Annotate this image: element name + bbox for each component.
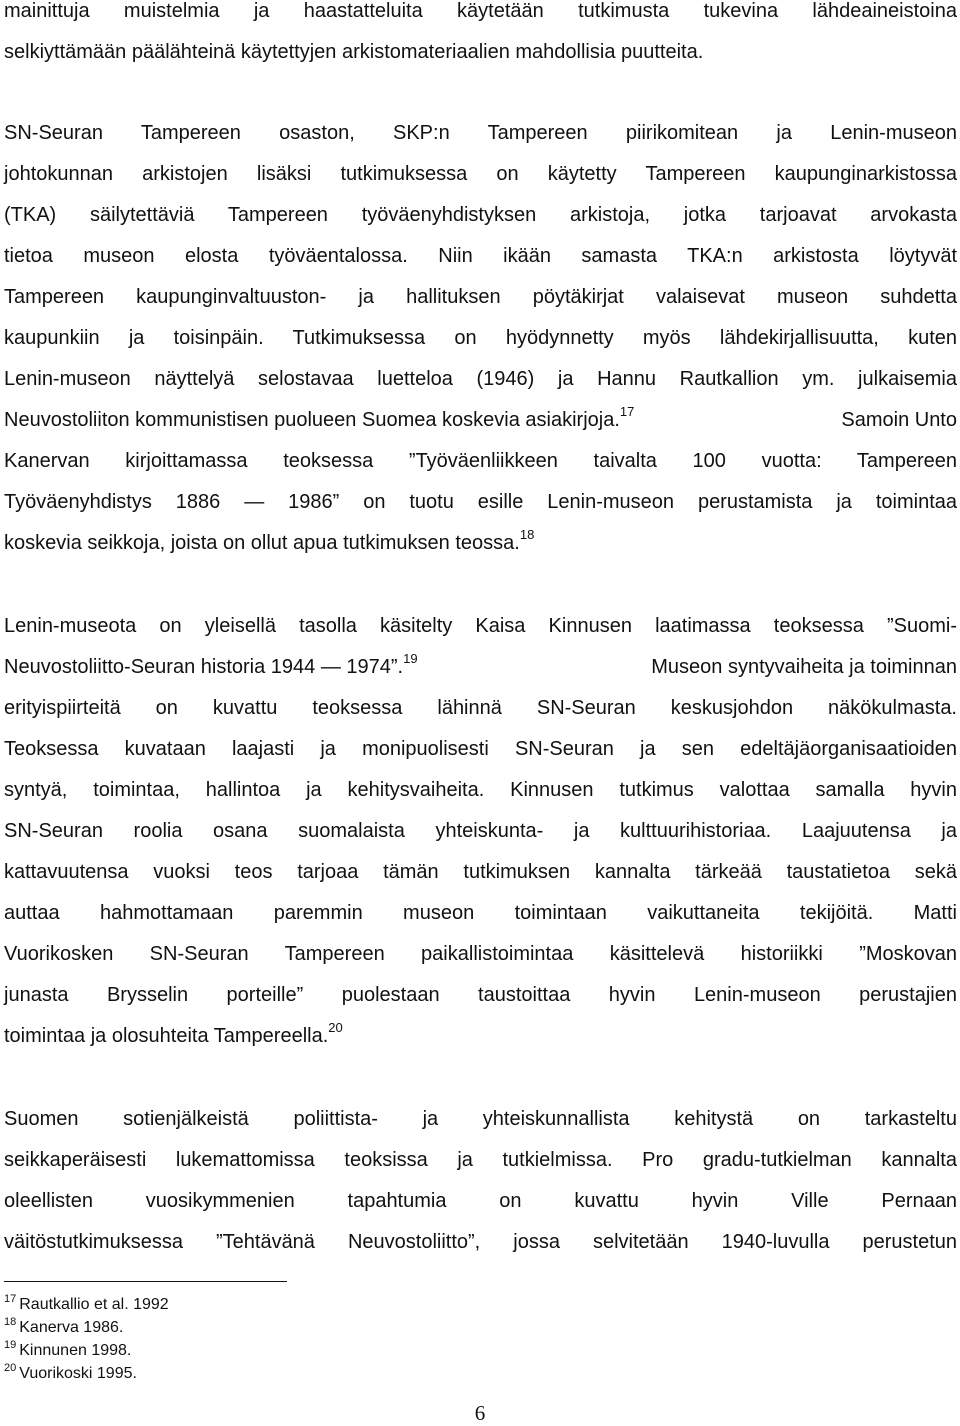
footnote-text: Kinnunen 1998. [19,1342,132,1359]
text-line: Tampereen kaupunginvaltuuston- ja hallituksen pöytäkirjat valaisevat museon suhdetta [4,286,957,308]
text-line: Kanervan kirjoittamassa teoksessa ”Työväenliikkeen taivalta 100 vuotta: Tampereen [4,450,957,472]
footnote-number: 17 [4,1292,17,1305]
footnote-ref-20: 20 [328,1020,343,1036]
footnote-text: Vuorikoski 1995. [19,1365,137,1382]
page-number: 6 [474,1401,486,1425]
footnote [4,1316,604,1339]
text-line: selkiyttämään päälähteinä käytettyjen arkistomateriaalien mahdollisia puutteita. [4,41,704,63]
text-line: kaupunkiin ja toisinpäin. Tutkimuksessa on hyödynnetty myös lähdekirjallisuutta, kuten [4,327,957,349]
text-line: johtokunnan arkistojen lisäksi tutkimuksessa on käytetty Tampereen kaupunginarkistossa [4,163,957,185]
text-line: Teoksessa kuvataan laajasti ja monipuolisesti SN-Seuran ja sen edeltäjäorganisaatioiden [4,738,957,760]
footnote-text: Kanerva 1986. [19,1319,124,1336]
text-line: syntyä, toimintaa, hallintoa ja kehitysvaiheita. Kinnusen tutkimus valottaa samalla hyvin [4,779,957,801]
footnote-ref-19: 19 [403,651,418,667]
text-line [4,1016,957,1057]
text-line: kattavuutensa vuoksi teos tarjoaa tämän tutkimuksen kannalta tärkeää taustatietoa sekä [4,861,957,883]
paragraph-1 [4,0,957,73]
text-line: SN-Seuran roolia osana suomalaista yhteiskunta- ja kulttuurihistoriaa. Laajuutensa ja [4,820,957,842]
footnote-ref-18: 18 [519,527,535,543]
text-line: Vuorikosken SN-Seuran Tampereen paikallistoimintaa käsittelevä historiikki ”Moskovan [4,943,957,965]
footnote-text: Rautkallio et al. 1992 [19,1296,169,1313]
text-line: SN-Seuran Tampereen osaston, SKP:n Tampereen piirikomitean ja Lenin-museon [4,122,957,144]
footnote-number: 20 [4,1361,17,1374]
footnote-number: 19 [4,1338,17,1351]
text-line: Lenin-museota on yleisellä tasolla käsitelty Kaisa Kinnusen laatimassa teoksessa ”Suomi- [4,615,957,637]
text-segment: Neuvostoliiton kommunistisen puolueen Suomea koskevia asiakirjoja. [4,409,620,431]
text-line: Suomen sotienjälkeistä poliittista- ja yhteiskunnallista kehitystä on tarkasteltu [4,1108,957,1130]
text-line: Lenin-museon näyttelyä selostavaa luetteloa (1946) ja Hannu Rautkallion ym. julkaisemia [4,368,957,390]
text-line: Työväenyhdistys 1886 — 1986” on tuotu esille Lenin-museon perustamista ja toimintaa [4,491,957,513]
paragraph-4 [4,1099,957,1263]
footnote-separator [4,1281,287,1282]
text-line [4,647,957,688]
text-line: mainittuja muistelmia ja haastatteluita käytetään tutkimusta tukevina lähdeaineistoina [4,0,957,22]
text-line: junasta Brysselin porteille” puolestaan taustoittaa hyvin Lenin-museon perustajien [4,984,957,1006]
text-segment: koskevia seikkoja, joista on ollut apua tutkimuksen teossa. [4,532,520,554]
text-segment: toimintaa ja olosuhteita Tampereella. [4,1025,329,1047]
footnotes [4,1293,604,1385]
text-segment: Neuvostoliitto-Seuran historia 1944 — 1974”. [4,656,404,678]
footnote [4,1339,604,1362]
paragraph-3 [4,606,957,1057]
footnote [4,1293,604,1316]
footnote-ref-17: 17 [619,404,635,420]
text-segment: Museon syntyvaiheita ja toiminnan [651,656,957,678]
text-line: seikkaperäisesti lukemattomissa teoksissa ja tutkielmissa. Pro gradu-tutkielman kannalta [4,1149,957,1171]
text-line: tietoa museon elosta työväentalossa. Niin ikään samasta TKA:n arkistosta löytyvät [4,245,957,267]
text-line: auttaa hahmottamaan paremmin museon toimintaan vaikuttaneita tekijöitä. Matti [4,902,957,924]
footnote-number: 18 [4,1315,17,1328]
text-line: (TKA) säilytettäviä Tampereen työväenyhdistyksen arkistoja, jotka tarjoavat arvokasta [4,204,957,226]
text-line: oleellisten vuosikymmenien tapahtumia on kuvattu hyvin Ville Pernaan [4,1190,957,1212]
text-line: erityispiirteitä on kuvattu teoksessa lähinnä SN-Seuran keskusjohdon näkökulmasta. [4,697,957,719]
footnote [4,1362,604,1385]
text-line [4,523,957,564]
text-line [4,400,957,441]
text-line: väitöstutkimuksessa ”Tehtävänä Neuvostoliitto”, jossa selvitetään 1940-luvulla perustetun [4,1231,957,1253]
text-segment: Samoin Unto [841,409,957,431]
paragraph-2 [4,113,957,564]
